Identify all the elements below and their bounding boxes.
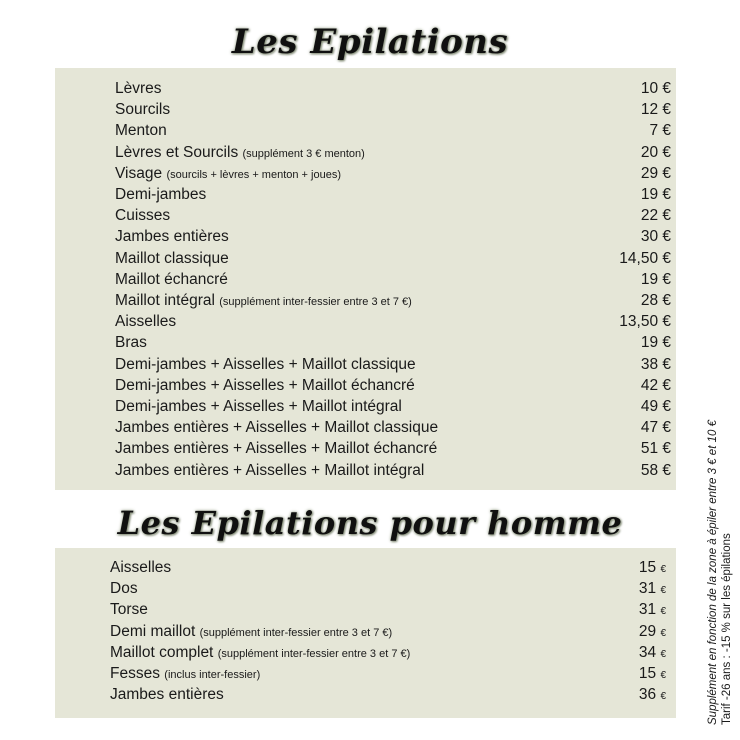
item-label: Jambes entières + Aisselles + Maillot échancré: [115, 440, 438, 458]
item-label: Demi maillot: [110, 622, 196, 640]
price-row: [110, 599, 666, 620]
section-title-men: Les Epilations pour homme: [117, 504, 623, 542]
price-row: [110, 684, 666, 705]
item-price: 58 €: [640, 461, 671, 479]
item-label: Fesses: [110, 665, 160, 682]
price-row: [115, 396, 671, 417]
euro-sign: €: [660, 585, 666, 597]
item-label: Demi-jambes + Aisselles + Maillot classique: [115, 355, 416, 373]
item-price: 38 €: [640, 355, 671, 373]
side-note-supplement: Supplément en fonction de la zone à épiler entre 3 € et 10 €: [707, 420, 719, 725]
item-label: Jambes entières: [115, 228, 229, 246]
item-price: 20 €: [640, 143, 671, 161]
price-row: [115, 142, 671, 163]
price-row: [115, 438, 671, 459]
price-row: [110, 621, 666, 642]
price-row: [115, 99, 671, 120]
item-price: 15: [638, 665, 657, 682]
item-label: Cuisses: [115, 207, 171, 225]
price-row: [110, 642, 666, 663]
euro-sign: €: [660, 564, 666, 575]
item-label: Aisselles: [115, 313, 177, 331]
item-price: 12 €: [640, 101, 671, 119]
side-notes: [706, 420, 734, 725]
price-row: [115, 354, 671, 375]
item-label: Lèvres et Sourcils: [115, 143, 239, 161]
item-price: 30 €: [640, 228, 671, 246]
price-row: [115, 290, 671, 311]
euro-sign: €: [660, 691, 666, 703]
euro-sign: €: [660, 627, 666, 639]
item-price: 29 €: [640, 164, 671, 182]
item-label: Maillot intégral: [115, 292, 215, 309]
item-price: 10 €: [640, 80, 671, 97]
item-price: 22 €: [640, 207, 671, 225]
price-row: [110, 578, 666, 599]
item-note: (sourcils + lèvres + menton + joues): [166, 168, 341, 181]
item-price: 31: [638, 601, 657, 619]
price-row: [115, 375, 671, 396]
item-price: 13,50 €: [619, 313, 671, 331]
euro-sign: €: [660, 606, 666, 618]
price-row: [115, 269, 671, 290]
section-title-women: Les Epilations: [231, 22, 509, 62]
price-list-men: [55, 548, 676, 718]
item-price: 29: [638, 622, 657, 640]
price-row: [115, 248, 671, 269]
item-note: (supplément inter-fessier entre 3 et 7 €): [199, 626, 393, 639]
item-price: 19 €: [640, 334, 671, 352]
item-price: 28 €: [640, 292, 671, 309]
item-label: Aisselles: [110, 559, 172, 576]
price-row: [115, 311, 671, 332]
item-price: 19 €: [640, 270, 671, 288]
price-row: [110, 557, 666, 578]
item-label: Maillot échancré: [115, 270, 228, 288]
price-row: [115, 120, 671, 141]
item-note: (supplément inter-fessier entre 3 et 7 €): [219, 296, 412, 308]
price-row: [115, 332, 671, 353]
euro-sign: €: [660, 648, 666, 660]
item-label: Demi-jambes + Aisselles + Maillot intégral: [115, 398, 402, 415]
item-note: (inclus inter-fessier): [164, 669, 261, 681]
price-row: [115, 184, 671, 205]
item-note: (supplément inter-fessier entre 3 et 7 €): [217, 647, 411, 660]
item-label: Demi-jambes: [115, 186, 207, 203]
item-note: (supplément 3 € menton): [242, 147, 365, 160]
item-price: 36: [638, 686, 657, 704]
item-label: Jambes entières + Aisselles + Maillot classique: [115, 419, 439, 437]
item-label: Jambes entières: [110, 686, 224, 704]
item-label: Dos: [110, 580, 138, 598]
item-price: 47 €: [640, 419, 671, 437]
item-price: 31: [638, 580, 657, 598]
item-price: 49 €: [640, 398, 671, 415]
item-price: 42 €: [640, 376, 671, 394]
item-price: 19 €: [640, 186, 671, 203]
item-label: Menton: [115, 122, 167, 140]
item-price: 34: [638, 643, 657, 661]
item-price: 15: [638, 559, 657, 576]
item-label: Sourcils: [115, 101, 171, 119]
item-price: 7 €: [649, 122, 671, 140]
price-row: [115, 417, 671, 438]
price-row: [110, 663, 666, 684]
euro-sign: €: [660, 670, 666, 681]
price-row: [115, 205, 671, 226]
side-note-discount: Tarif -26 ans : -15 % sur les épilations: [721, 533, 733, 725]
item-price: 51 €: [640, 440, 671, 458]
item-label: Torse: [110, 601, 148, 619]
price-row: [115, 78, 671, 99]
price-row: [115, 226, 671, 247]
price-list-women: [55, 68, 676, 490]
price-row: [115, 163, 671, 184]
item-label: Jambes entières + Aisselles + Maillot intégral: [115, 461, 425, 479]
item-label: Demi-jambes + Aisselles + Maillot échancré: [115, 376, 415, 394]
item-label: Maillot classique: [115, 249, 229, 267]
item-label: Visage: [115, 164, 163, 182]
item-label: Maillot complet: [110, 643, 214, 661]
item-label: Lèvres: [115, 80, 162, 97]
item-label: Bras: [115, 334, 147, 352]
price-row: [115, 460, 671, 481]
item-price: 14,50 €: [619, 249, 671, 267]
